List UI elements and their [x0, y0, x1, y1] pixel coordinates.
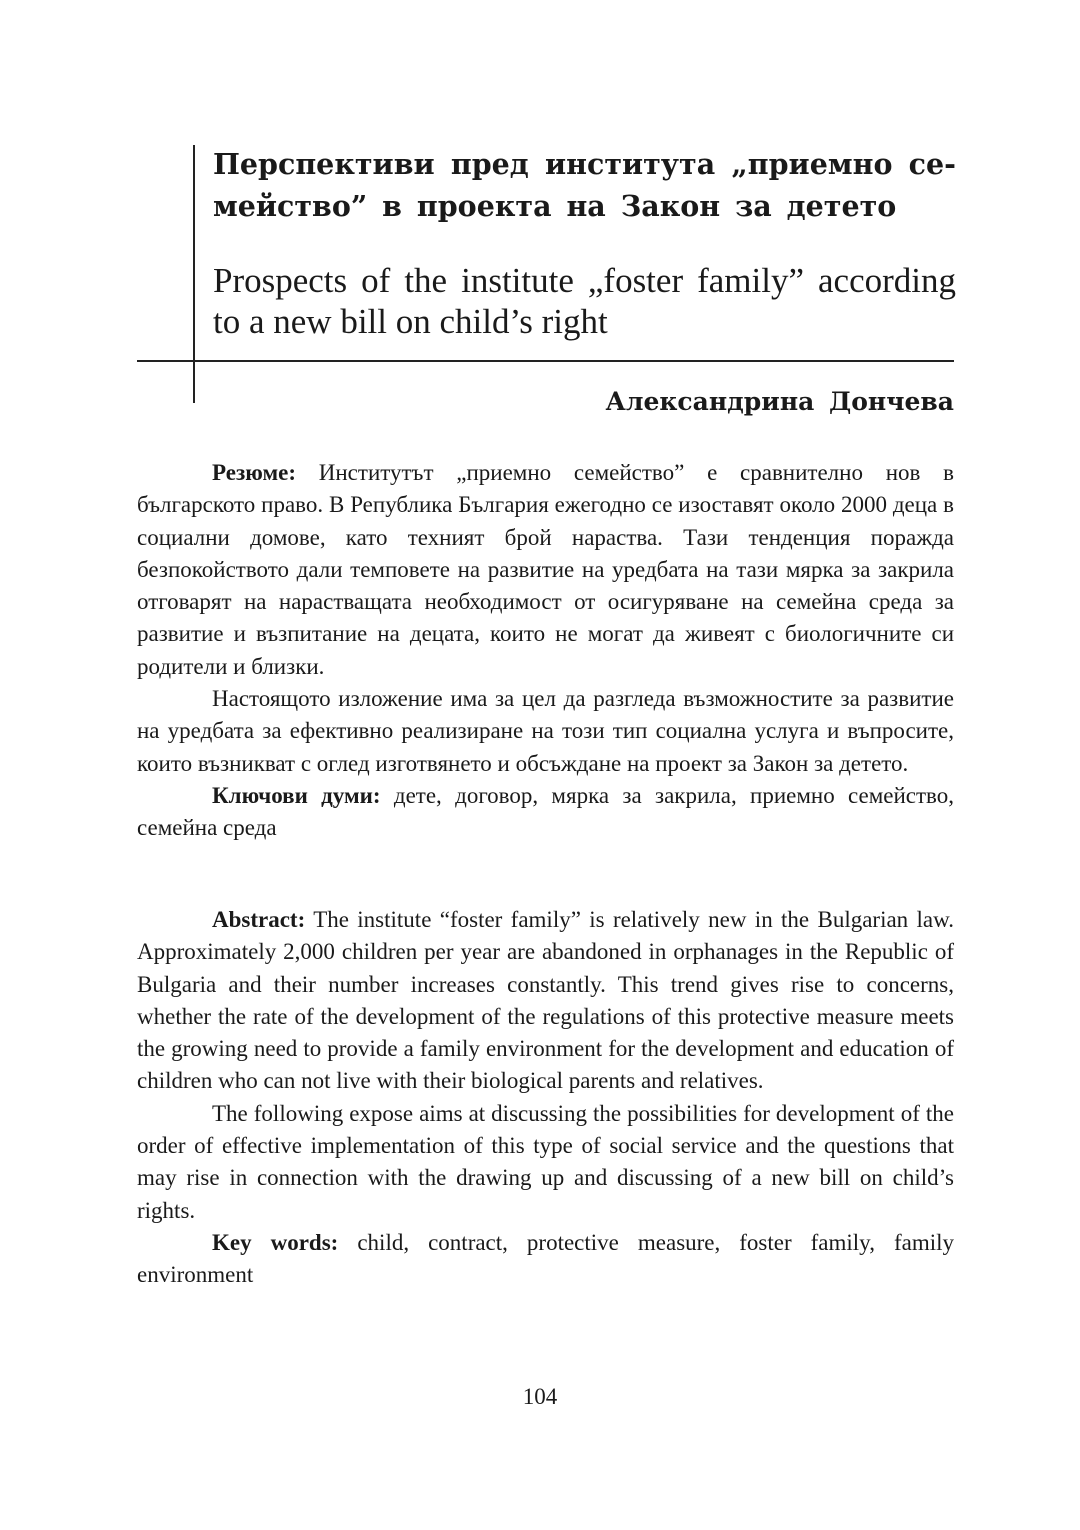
- title-vertical-rule: [193, 145, 195, 403]
- author-name: Александрина Дончева: [605, 387, 954, 416]
- abstract-english: [137, 904, 954, 1292]
- keywords-bg-text: дете, договор, мярка за закрила, приемно семейство, семейна среда: [137, 782, 955, 841]
- article-title-bulgarian: Перспективи пред института „приемно се-мейство” в проекта на Закон за детето: [213, 147, 956, 223]
- keywords-en-text: child, contract, protective measure, foster family, family environment: [137, 1229, 954, 1288]
- abstract-en-paragraph-2: The following expose aims at discussing the possibilities for development of the order of effective implementation of this type of social service and the questions that may rise in connection with the drawing up and discussing of a new bill on child’s rights.: [137, 1100, 954, 1223]
- keywords-en-label: Key words:: [212, 1229, 339, 1255]
- title-horizontal-rule: [137, 360, 954, 362]
- keywords-bg-label: Ключови думи:: [212, 782, 381, 808]
- abstract-bg-paragraph-2: Настоящото изложение има за цел да разгледа възможностите за развитие на уредбата за ефективно реализиране на този тип социална услуга и въпросите, които възникват с оглед изготвянето и обсъждане на проект за Закон за детето.: [137, 686, 954, 776]
- page-number: 104: [522, 1384, 558, 1409]
- abstract-bg-paragraph: [137, 457, 954, 683]
- keywords-bg-paragraph: [137, 780, 954, 845]
- article-title-english: Prospects of the institute „foster family” according to a new bill on child’s right: [213, 261, 956, 341]
- abstract-en-label: Abstract:: [212, 907, 306, 932]
- abstract-en-text: The institute “foster family” is relatively new in the Bulgarian law. Approximately 2,000 children per year are abandoned in orphanages in the Republic of Bulgaria and their number increases constantly. This trend gives rise to concerns, whether the rate of the development of the regulations of this protective measure meets the growing need to provide a family environment for the development and education of children who can not live with their biological parents and relatives.: [137, 907, 954, 1094]
- abstract-en-paragraph: [137, 904, 954, 1098]
- abstract-bg-text: Институтът „приемно семейство” е сравнително нов в българското право. В Република България ежегодно се изоставят около 2000 деца в социални домове, като техният брой нараства. Тази тенденция поражда безпокойството дали темповете на развитие на уредбата на тази мярка за закрила отговарят на нарастващата необходимост от осигуряване на семейна среда за развитие и възпитание на децата, които не могат да живеят с биологичните си родители и близки.: [137, 460, 954, 679]
- keywords-en-paragraph: [137, 1227, 954, 1292]
- abstract-bulgarian: [137, 457, 954, 845]
- abstract-bg-label: Резюме:: [212, 460, 297, 485]
